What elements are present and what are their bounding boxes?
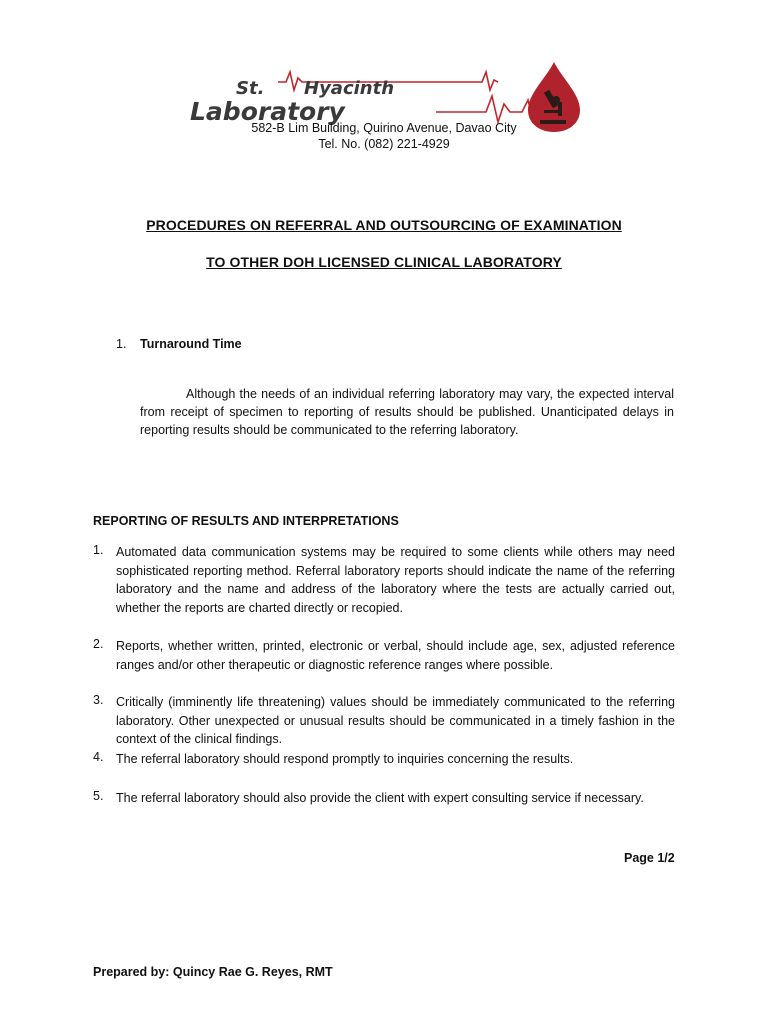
list-item-number: 5. [93, 789, 104, 803]
logo-text-laboratory: Laboratory [190, 97, 345, 126]
list-item-text: Critically (imminently life threatening) values should be immediately communicated to the referring laboratory. Other unexpected or unusual results should be communicated in a timely fashion in the context of the clinical findings. [116, 695, 675, 746]
prepared-by: Prepared by: Quincy Rae G. Reyes, RMT [93, 965, 333, 979]
list-item-text: The referral laboratory should also provide the client with expert consulting service if necessary. [116, 791, 644, 805]
reporting-heading: REPORTING OF RESULTS AND INTERPRETATIONS [93, 514, 399, 528]
list-item-text: Automated data communication systems may be required to some clients while others may need sophisticated reporting method. Referral laboratory reports should indicate the name of the referring laboratory and the name and address of the laboratory where the tests are actually carried out, whether the reports are charted directly or recopied. [116, 545, 675, 615]
list-item [93, 543, 675, 617]
list-item-number: 1. [93, 543, 104, 557]
section1-heading: Turnaround Time [140, 337, 242, 351]
list-item [93, 789, 675, 808]
turnaround-paragraph: Although the needs of an individual referring laboratory may vary, the expected interval from receipt of specimen to reporting of results should be published. Unanticipated delays in reporting results should be communicated to the referring laboratory. [140, 387, 674, 437]
lab-telephone: Tel. No. (082) 221-4929 [318, 137, 450, 151]
lab-address: 582-B Lim Building, Quirino Avenue, Davao City [251, 121, 517, 135]
list-item-number: 4. [93, 750, 104, 764]
list-item [93, 750, 675, 769]
list-item-number: 3. [93, 693, 104, 707]
list-item-number: 2. [93, 637, 104, 651]
logo-text-hyacinth: Hyacinth [304, 78, 395, 99]
list-item-text: Reports, whether written, printed, electronic or verbal, should include age, sex, adjusted reference ranges and/or other therapeutic or diagnostic reference ranges where possible. [116, 639, 675, 672]
document-title-line1: PROCEDURES ON REFERRAL AND OUTSOURCING OF EXAMINATION [146, 217, 622, 233]
logo-text-st: St. [236, 78, 265, 99]
list-item [93, 693, 675, 749]
document-title-line2: TO OTHER DOH LICENSED CLINICAL LABORATORY [206, 254, 562, 270]
list-item [93, 637, 675, 674]
page-number: Page 1/2 [624, 851, 675, 865]
section1-number: 1. [116, 337, 127, 351]
ecg-line-icon [436, 96, 542, 122]
list-item-text: The referral laboratory should respond promptly to inquiries concerning the results. [116, 752, 574, 766]
